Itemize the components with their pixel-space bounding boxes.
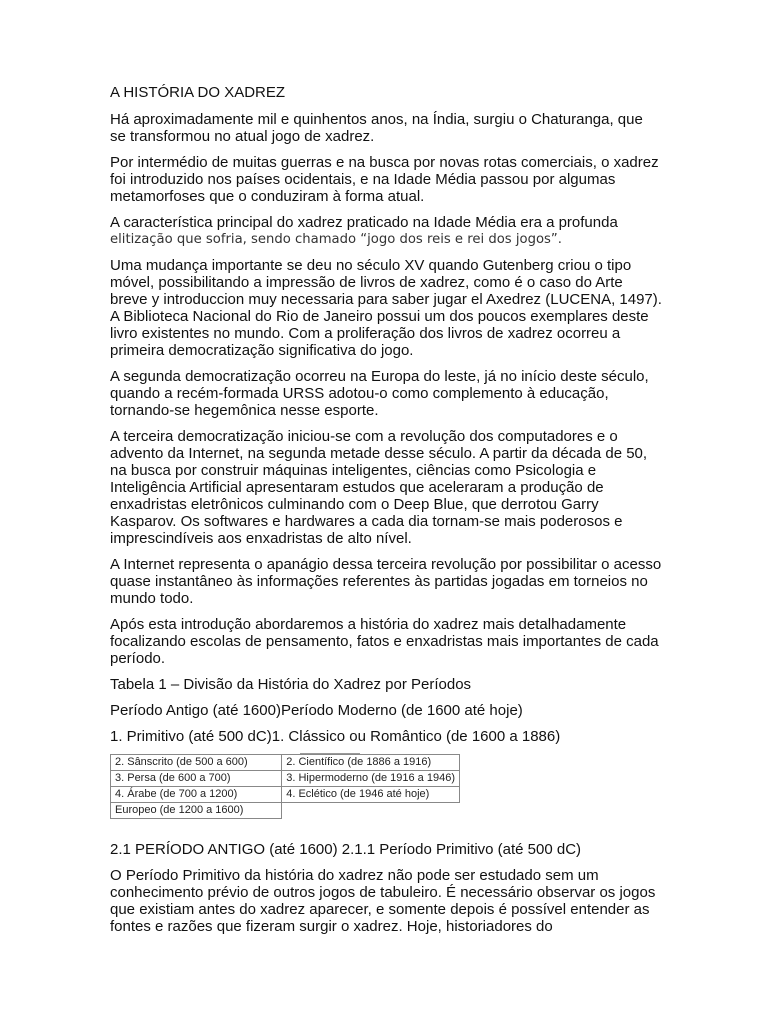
table-header-line: Período Antigo (até 1600)Período Moderno (de 1600 até hoje) bbox=[110, 702, 523, 719]
paragraph-idade-media: A característica principal do xadrez praticado na Idade Média era a profunda bbox=[110, 214, 618, 231]
periods-table-image bbox=[110, 754, 460, 819]
section-heading: 2.1 PERÍODO ANTIGO (até 1600) 2.1.1 Período Primitivo (até 500 dC) bbox=[110, 841, 582, 858]
paragraph-gutenberg: Uma mudança importante se deu no século XV quando Gutenberg criou o tipo móvel, possibilitando a impressão de livros de xadrez, como é o caso do Arte breve y introduccion muy necessaria para saber jugar el Axedrez (LUCENA, 1497). A Biblioteca Nacional do Rio de Janeiro possui um dos poucos exemplares deste livro existentes no mundo. Com a proliferação dos livros de xadrez ocorreu a primeira democratização significativa do jogo. bbox=[110, 257, 662, 359]
table-row bbox=[111, 755, 460, 771]
paragraph-introducao: Após esta introdução abordaremos a história do xadrez mais detalhadamente focalizando escolas de pensamento, fatos e enxadristas mais importantes de cada período. bbox=[110, 616, 659, 667]
table-caption: Tabela 1 – Divisão da História do Xadrez por Períodos bbox=[110, 676, 472, 693]
paragraph-elitizacao: elitização que sofria, sendo chamado “jogo dos reis e rei dos jogos”. bbox=[110, 232, 562, 247]
periods-table bbox=[110, 754, 460, 819]
table-cell: 3. Persa (de 600 a 700) bbox=[111, 771, 282, 787]
table-cell: 4. Eclético (de 1946 até hoje) bbox=[282, 787, 460, 803]
paragraph-internet: A Internet representa o apanágio dessa terceira revolução por possibilitar o acesso quase instantâneo às informações referentes às partidas jogadas em torneios no mundo todo. bbox=[110, 556, 662, 607]
table-cell bbox=[282, 803, 460, 819]
table-cell: 2. Científico (de 1886 a 1916) bbox=[282, 755, 460, 771]
table-row bbox=[111, 771, 460, 787]
paragraph-ocidente: Por intermédio de muitas guerras e na busca por novas rotas comerciais, o xadrez foi introduzido nos países ocidentais, e na Idade Média passou por algumas metamorfoses que o conduziram à forma atual. bbox=[110, 154, 659, 205]
paragraph-terceira-democratizacao: A terceira democratização iniciou-se com a revolução dos computadores e o advento da Internet, na segunda metade desse século. A partir da década de 50, na busca por construir máquinas inteligentes, ciências como Psicologia e Inteligência Artificial apresentaram estudos que aceleraram a produção de enxadristas eletrônicos culminando com o Deep Blue, que derrotou Garry Kasparov. Os softwares e hardwares a cada dia tornam-se mais poderosos e imprescindíveis aos enxadristas de alto nível. bbox=[110, 428, 648, 547]
paragraph-segunda-democratizacao: A segunda democratização ocorreu na Europa do leste, já no início deste século, quando a recém-formada URSS adotou-o como complemento à educação, tornando-se hegemônica nesse esporte. bbox=[110, 368, 649, 419]
table-cell: Europeo (de 1200 a 1600) bbox=[111, 803, 282, 819]
paragraph-periodo-primitivo: O Período Primitivo da história do xadrez não pode ser estudado sem um conhecimento prévio de outros jogos de tabuleiro. É necessário observar os jogos que existiam antes do xadrez aparecer, e somente depois é possível entender as fontes e razões que fizeram surgir o xadrez. Hoje, historiadores do bbox=[110, 867, 656, 935]
table-cell: 2. Sânscrito (de 500 a 600) bbox=[111, 755, 282, 771]
table-cell: 3. Hipermoderno (de 1916 a 1946) bbox=[282, 771, 460, 787]
document-page bbox=[110, 84, 662, 944]
table-crop-edge bbox=[300, 748, 360, 754]
table-row bbox=[111, 803, 460, 819]
table-row bbox=[111, 787, 460, 803]
table-cell: 4. Árabe (de 700 a 1200) bbox=[111, 787, 282, 803]
table-first-row-line: 1. Primitivo (até 500 dC)1. Clássico ou Romântico (de 1600 a 1886) bbox=[110, 728, 561, 745]
paragraph-chaturanga: Há aproximadamente mil e quinhentos anos, na Índia, surgiu o Chaturanga, que se transformou no atual jogo de xadrez. bbox=[110, 111, 643, 145]
document-title: A HISTÓRIA DO XADREZ bbox=[110, 84, 286, 101]
